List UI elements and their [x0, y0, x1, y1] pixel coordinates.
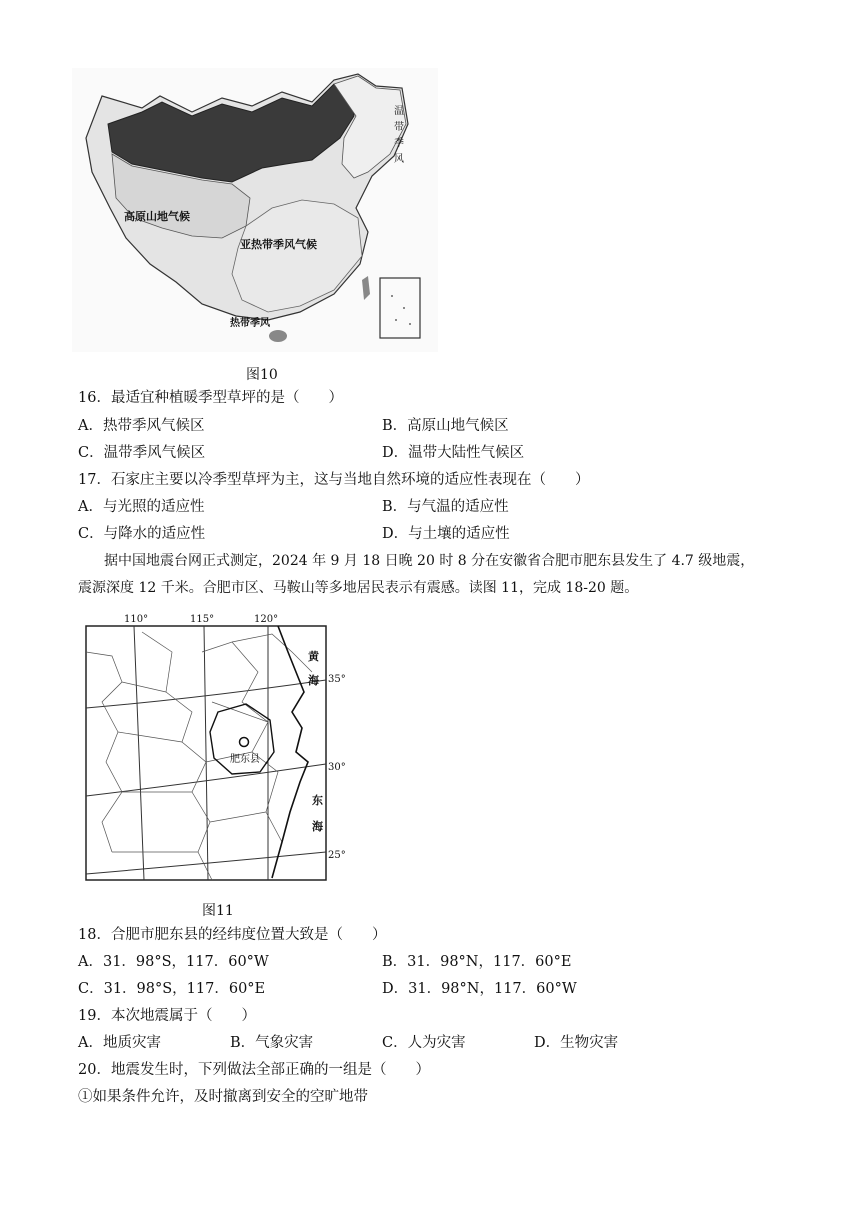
- q16-stem: 16．最适宜种植暖季型草坪的是（ ）: [78, 390, 343, 406]
- lat-label-35: 35°: [328, 674, 346, 685]
- q17-option-c: C．与降水的适应性: [78, 526, 206, 542]
- feidong-label: 肥东县: [230, 754, 260, 765]
- q20-stem: 20．地震发生时，下列做法全部正确的一组是（ ）: [78, 1062, 430, 1078]
- q16-option-c: C．温带季风气候区: [78, 445, 206, 461]
- map1-label-tropical: 热带季风: [230, 318, 270, 329]
- q17-option-a: A．与光照的适应性: [78, 499, 205, 515]
- map1-label-subtropical: 亚热带季风气候: [240, 238, 317, 251]
- q18-option-c: C．31．98°S，117．60°E: [78, 981, 266, 997]
- map1-label-temperate-monsoon-1: 温: [394, 106, 404, 117]
- yellow-sea-label-1: 黄: [308, 650, 319, 663]
- lon-label-110: 110°: [124, 614, 149, 625]
- q19-option-a: A．地质灾害: [78, 1035, 161, 1051]
- q19-option-c: C．人为灾害: [382, 1035, 466, 1051]
- yellow-sea-label-2: 海: [308, 674, 319, 687]
- figure-11-caption: 图11: [202, 903, 234, 919]
- hainan: [269, 330, 287, 342]
- climate-map-figure-10: [72, 68, 438, 352]
- q18-stem: 18．合肥市肥东县的经纬度位置大致是（ ）: [78, 927, 387, 943]
- figure-10-caption: 图10: [246, 367, 278, 383]
- q17-option-d: D．与土壤的适应性: [382, 526, 510, 542]
- lon-label-115: 115°: [190, 614, 215, 625]
- map1-label-temperate-monsoon-4: 风: [394, 154, 404, 165]
- map1-label-plateau: 高原山地气候: [124, 210, 190, 223]
- q18-option-d: D．31．98°N，117．60°W: [382, 981, 577, 997]
- lat-label-25: 25°: [328, 850, 346, 861]
- passage-line-1: 据中国地震台网正式测定，2024 年 9 月 18 日晚 20 时 8 分在安徽省合肥市肥东县发生了 4.7 级地震，: [104, 553, 755, 569]
- q16-option-a: A．热带季风气候区: [78, 418, 205, 434]
- q16-option-b: B．高原山地气候区: [382, 418, 509, 434]
- map1-label-temperate-monsoon-3: 季: [394, 138, 404, 149]
- q18-option-a: A．31．98°S，117．60°W: [78, 954, 269, 970]
- map1-label-temperate-monsoon-2: 带: [394, 122, 404, 133]
- q19-option-d: D．生物灾害: [534, 1035, 619, 1051]
- east-sea-label-2: 海: [312, 820, 323, 833]
- lon-label-120: 120°: [254, 614, 279, 625]
- q19-option-b: B．气象灾害: [230, 1035, 314, 1051]
- q16-option-d: D．温带大陆性气候区: [382, 445, 525, 461]
- q19-stem: 19．本次地震属于（ ）: [78, 1008, 256, 1024]
- q18-option-b: B．31．98°N，117．60°E: [382, 954, 572, 970]
- east-sea-label-1: 东: [312, 794, 323, 807]
- q17-stem: 17．石家庄主要以冷季型草坪为主，这与当地自然环境的适应性表现在（ ）: [78, 472, 590, 488]
- q20-item-1: ①如果条件允许，及时撤离到安全的空旷地带: [78, 1089, 368, 1105]
- q17-option-b: B．与气温的适应性: [382, 499, 509, 515]
- location-map-figure-11: [82, 612, 360, 884]
- passage-line-2: 震源深度 12 千米。合肥市区、马鞍山等多地居民表示有震感。读图 11，完成 18-20 题。: [78, 580, 639, 596]
- feidong-marker: [240, 738, 249, 747]
- lat-label-30: 30°: [328, 762, 346, 773]
